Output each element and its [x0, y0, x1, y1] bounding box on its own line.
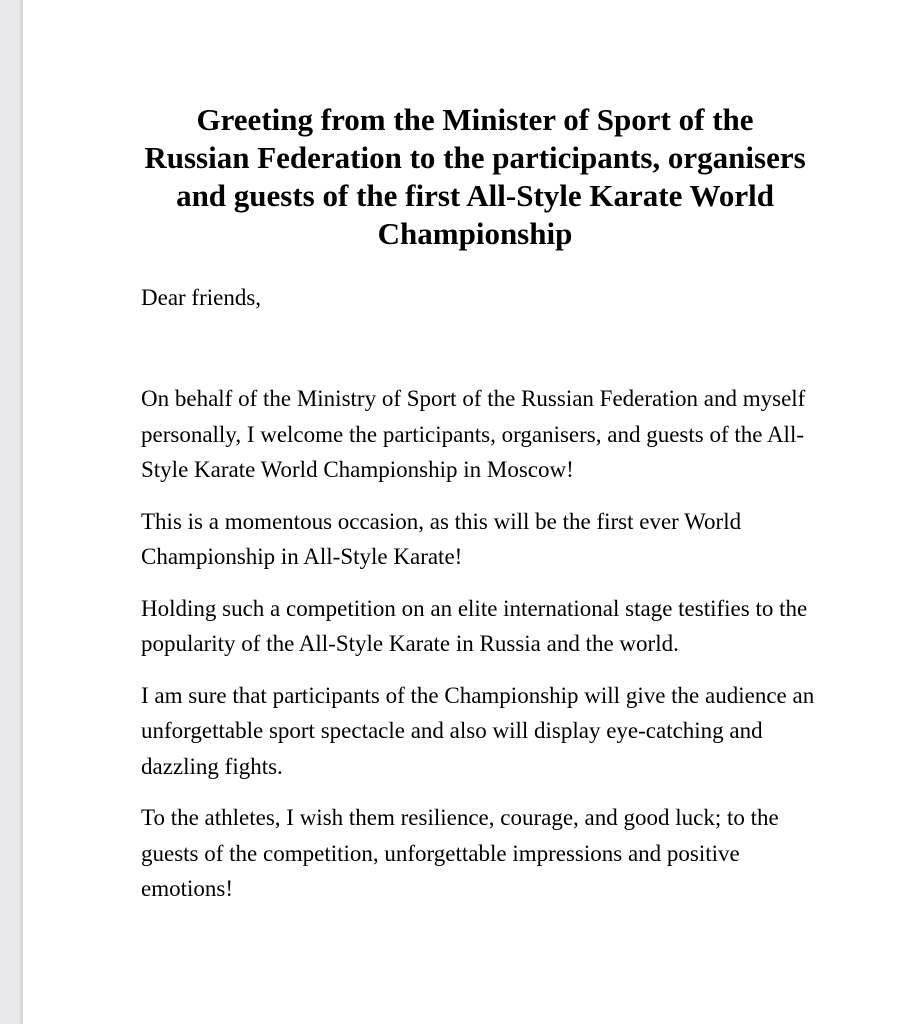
paragraph-momentous-occasion: This is a momentous occasion, as this will be the first ever World Championship in All-Style Karate!	[141, 508, 742, 569]
paragraph-popularity: Holding such a competition on an elite international stage testifies to the popularity of the All-Style Karate in Russia and the world.	[141, 595, 808, 656]
paragraph-wishes: To the athletes, I wish them resilience, courage, and good luck; to the guests of the competition, unforgettable impressions and positive emotions!	[141, 805, 779, 901]
paragraph-spectacle: I am sure that participants of the Championship will give the audience an unforgettable sport spectacle and also will display eye-catching and dazzling fights.	[141, 682, 815, 779]
document-title: Greeting from the Minister of Sport of the Russian Federation to the participants, organisers and guests of the first All-Style Karate World Championship	[144, 102, 806, 251]
letter-body	[141, 381, 821, 923]
salutation: Dear friends,	[141, 285, 262, 310]
document-page	[22, 0, 924, 1024]
paragraph-welcome: On behalf of the Ministry of Sport of the Russian Federation and myself personally, I welcome the participants, organisers, and guests of the All-Style Karate World Championship in Moscow!	[141, 386, 806, 482]
